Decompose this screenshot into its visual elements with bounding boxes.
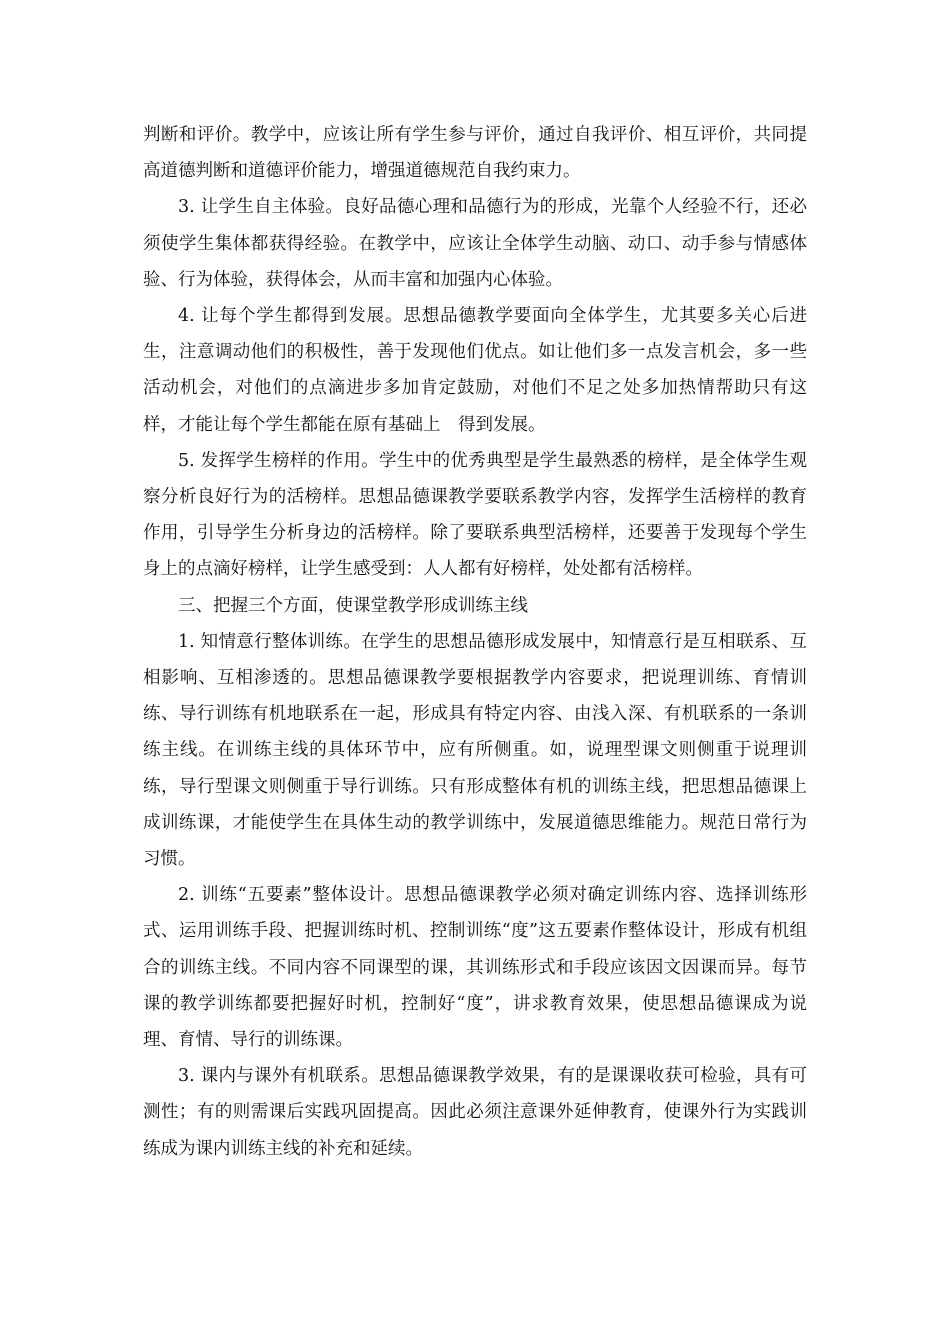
paragraph-item-4: 4. 让每个学生都得到发展。思想品德教学要面向全体学生，尤其要多关心后进生，注意调动他们的积极性，善于发现他们优点。如让他们多一点发言机会，多一些活动机会，对他们的点滴进步多加肯定鼓励，对他们不足之处多加热情帮助只有这样，才能让每个学生都能在原有基础上 得到发展。 <box>143 306 807 435</box>
paragraph-section3-item-2: 2. 训练“五要素”整体设计。思想品德课教学必须对确定训练内容、选择训练形式、运用训练手段、把握训练时机、控制训练“度”这五要素作整体设计，形成有机组合的训练主线。不同内容不同课型的课，其训练形式和手段应该因文因课而异。每节课的教学训练都要把握好时机，控制好“度”，讲求教育效果，使思想品德课成为说理、育情、导行的训练课。 <box>143 885 807 1051</box>
section-heading: 三、把握三个方面，使课堂教学形成训练主线 <box>178 595 528 616</box>
paragraph-section3-item-1: 1. 知情意行整体训练。在学生的思想品德形成发展中，知情意行是互相联系、互相影响、互相渗透的。思想品德课教学要根据教学内容要求，把说理训练、育情训练、导行训练有机地联系在一起，形成具有特定内容、由浅入深、有机联系的一条训练主线。在训练主线的具体环节中，应有所侧重。如，说理型课文则侧重于说理训练，导行型课文则侧重于导行训练。只有形成整体有机的训练主线，把思想品德课上成训练课，才能使学生在具体生动的教学训练中，发展道德思维能力。规范日常行为习惯。 <box>143 631 807 870</box>
paragraph-section3-item-3: 3. 课内与课外有机联系。思想品德课教学效果，有的是课课收获可检验，具有可测性；有的则需课后实践巩固提高。因此必须注意课外延伸教育，使课外行为实践训练成为课内训练主线的补充和延续。 <box>143 1066 807 1159</box>
body-text <box>143 117 807 1167</box>
paragraph-continuation: 判断和评价。教学中，应该让所有学生参与评价，通过自我评价、相互评价，共同提高道德判断和道德评价能力，增强道德规范自我约束力。 <box>143 125 807 182</box>
paragraph-item-5: 5. 发挥学生榜样的作用。学生中的优秀典型是学生最熟悉的榜样，是全体学生观察分析良好行为的活榜样。思想品德课教学要联系教学内容，发挥学生活榜样的教育作用，引导学生分析身边的活榜样。除了要联系典型活榜样，还要善于发现每个学生身上的点滴好榜样，让学生感受到：人人都有好榜样，处处都有活榜样。 <box>143 450 807 580</box>
paragraph-item-3: 3. 让学生自主体验。良好品德心理和品德行为的形成，光靠个人经验不行，还必须使学生集体都获得经验。在教学中，应该让全体学生动脑、动口、动手参与情感体验、行为体验，获得体会，从而丰富和加强内心体验。 <box>143 197 807 290</box>
